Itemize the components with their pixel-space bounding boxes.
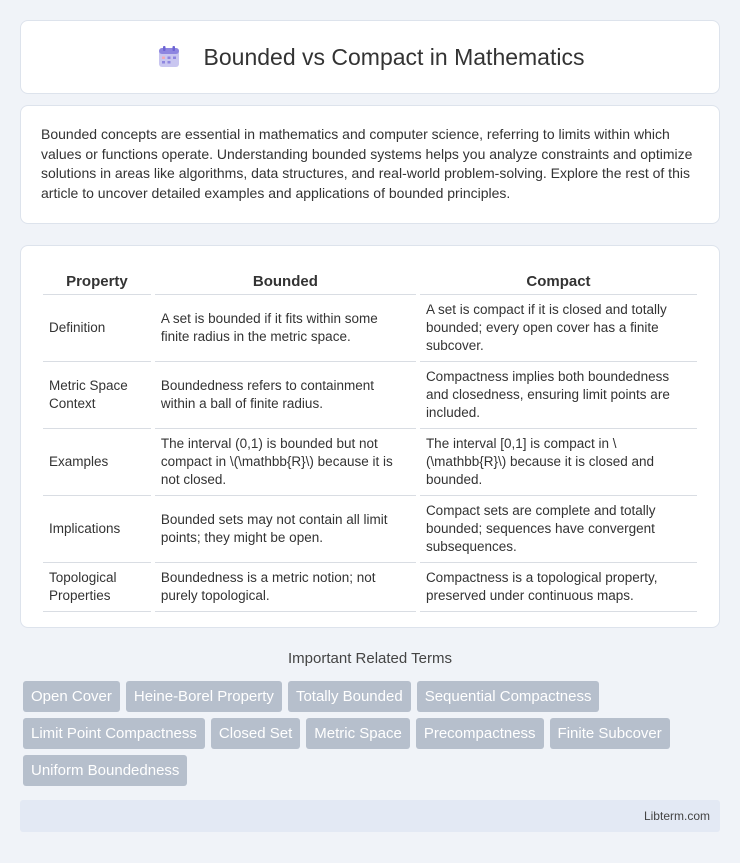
table-row xyxy=(43,429,697,496)
header-card xyxy=(20,20,720,94)
cell-compact: Compactness is a topological property, preserved under continuous maps. xyxy=(420,563,697,612)
cell-bounded: Boundedness refers to containment within a ball of finite radius. xyxy=(155,362,416,429)
cell-property: Examples xyxy=(43,429,151,496)
column-header-property: Property xyxy=(43,264,151,295)
cell-compact: A set is compact if it is closed and totally bounded; every open cover has a finite subcover. xyxy=(420,295,697,362)
cell-compact: Compact sets are complete and totally bounded; sequences have convergent subsequences. xyxy=(420,496,697,563)
related-term-tag[interactable]: Sequential Compactness xyxy=(417,681,600,712)
cell-property: Topological Properties xyxy=(43,563,151,612)
related-term-tag[interactable]: Heine-Borel Property xyxy=(126,681,282,712)
related-term-tag[interactable]: Metric Space xyxy=(306,718,410,749)
related-term-tag[interactable]: Uniform Boundedness xyxy=(23,755,187,786)
related-term-tag[interactable]: Finite Subcover xyxy=(550,718,670,749)
related-term-tag[interactable]: Totally Bounded xyxy=(288,681,411,712)
related-term-tag[interactable]: Limit Point Compactness xyxy=(23,718,205,749)
related-term-tag[interactable]: Precompactness xyxy=(416,718,544,749)
table-row xyxy=(43,362,697,429)
intro-paragraph: Bounded concepts are essential in mathematics and computer science, referring to limits within which values or functions operate. Understanding bounded systems helps you analyze constraints and optimize solutions in areas like algorithms, data structures, and real-world problem-solving. Explore the rest of this article to uncover detailed examples and applications of bounded principles. xyxy=(41,126,693,201)
table-row xyxy=(43,295,697,362)
table-header-row xyxy=(43,264,697,295)
related-terms-list xyxy=(23,681,723,792)
cell-bounded: Boundedness is a metric notion; not purely topological. xyxy=(155,563,416,612)
intro-card xyxy=(20,105,720,224)
footer xyxy=(20,800,720,832)
cell-bounded: Bounded sets may not contain all limit points; they might be open. xyxy=(155,496,416,563)
cell-property: Implications xyxy=(43,496,151,563)
cell-compact: Compactness implies both boundedness and closedness, ensuring limit points are included. xyxy=(420,362,697,429)
table-row xyxy=(43,496,697,563)
column-header-compact: Compact xyxy=(420,264,697,295)
related-terms-heading: Important Related Terms xyxy=(288,650,452,667)
table-row xyxy=(43,563,697,612)
comparison-table xyxy=(39,264,701,612)
cell-compact: The interval [0,1] is compact in \(\mathbb{R}\) because it is closed and bounded. xyxy=(420,429,697,496)
footer-site-link[interactable]: Libterm.com xyxy=(643,809,710,823)
cell-bounded: The interval (0,1) is bounded but not compact in \(\mathbb{R}\) because it is not closed. xyxy=(155,429,416,496)
cell-property: Definition xyxy=(43,295,151,362)
cell-property: Metric Space Context xyxy=(43,362,151,429)
page-title: Bounded vs Compact in Mathematics xyxy=(203,43,585,70)
calendar-icon xyxy=(156,44,182,70)
comparison-table-card xyxy=(20,245,720,628)
cell-bounded: A set is bounded if it fits within some finite radius in the metric space. xyxy=(155,295,416,362)
related-term-tag[interactable]: Closed Set xyxy=(211,718,300,749)
related-term-tag[interactable]: Open Cover xyxy=(23,681,120,712)
column-header-bounded: Bounded xyxy=(155,264,416,295)
